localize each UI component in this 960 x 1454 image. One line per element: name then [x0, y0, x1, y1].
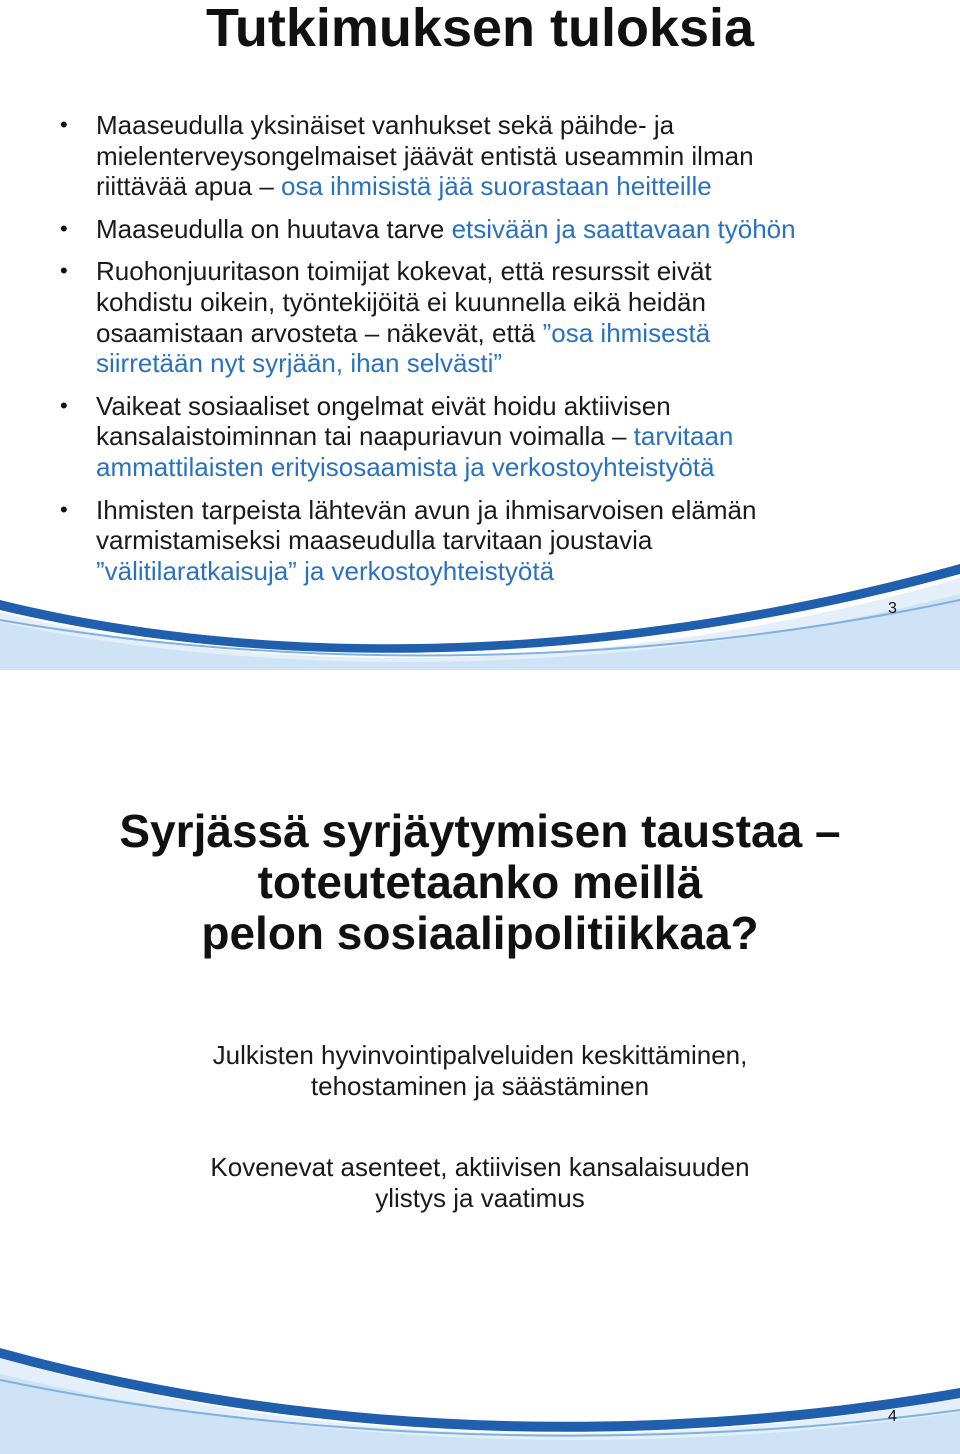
highlighted-text: etsivään ja saattavaan työhön	[451, 213, 796, 244]
paragraph	[0, 1152, 960, 1214]
paragraph-line: Kovenevat asenteet, aktiivisen kansalaisuuden	[210, 1152, 750, 1182]
bullet-line	[96, 452, 920, 483]
title-line: Syrjässä syrjäytymisen taustaa –	[119, 805, 841, 857]
highlighted-text: ”osa ihmisestä	[542, 317, 711, 348]
bullet-text: varmistamiseksi maaseudulla tarvitaan joustavia	[96, 525, 653, 556]
paragraph-line: Julkisten hyvinvointipalveluiden keskittäminen,	[212, 1040, 748, 1070]
bullet-text: kansalaistoiminnan tai naapuriavun voimalla –	[96, 421, 634, 452]
bullet-list	[60, 110, 920, 598]
bullet-line	[96, 421, 920, 452]
slide-title	[0, 806, 960, 959]
bullet-text: mielenterveysongelmaiset jäävät entistä useammin ilman	[96, 140, 754, 171]
bullet-line	[96, 318, 920, 349]
bullet-line	[96, 525, 920, 556]
bullet-text: Ruohonjuuritason toimijat kokevat, että resurssit eivät	[96, 256, 712, 287]
bullet-line	[96, 141, 920, 172]
bullet-line	[96, 287, 920, 318]
highlighted-text: ammattilaisten erityisosaamista ja verkostoyhteistyötä	[96, 451, 715, 482]
slide-title: Tutkimuksen tuloksia	[205, 0, 755, 58]
bullet-text: Maaseudulla yksinäiset vanhukset sekä päihde- ja	[96, 110, 675, 140]
bullet-item	[60, 391, 920, 483]
page-number: 4	[888, 1408, 897, 1425]
bullet-line	[96, 171, 920, 202]
title-line: pelon sosiaalipolitiikkaa?	[201, 907, 759, 959]
paragraph	[0, 1040, 960, 1102]
bullet-item	[60, 256, 920, 378]
bullet-line	[96, 348, 920, 379]
paragraph-line: tehostaminen ja säästäminen	[310, 1071, 650, 1101]
highlighted-text: tarvitaan	[633, 421, 734, 452]
bullet-line	[96, 495, 920, 526]
highlighted-text: ”välitilaratkaisuja” ja verkostoyhteistyötä	[96, 555, 555, 586]
highlighted-text: siirretään nyt syrjään, ihan selvästi”	[96, 348, 503, 379]
title-line: toteutetaanko meillä	[257, 856, 703, 908]
bullet-line	[96, 391, 920, 422]
paragraph-line: ylistys ja vaatimus	[375, 1183, 585, 1213]
highlighted-text: osa ihmisistä jää suorastaan heitteille	[281, 171, 712, 202]
bullet-line	[96, 110, 920, 141]
bullet-text: Vaikeat sosiaaliset ongelmat eivät hoidu aktiivisen	[96, 390, 671, 421]
bullet-text: Maaseudulla on huutava tarve	[96, 213, 452, 244]
slide-3	[0, 0, 960, 670]
bullet-text: osaamistaan arvosteta – näkevät, että	[96, 317, 543, 348]
bullet-text: Ihmisten tarpeista lähtevän avun ja ihmisarvoisen elämän	[96, 494, 757, 525]
slide-4	[0, 718, 960, 1454]
bullet-item	[60, 214, 920, 245]
decorative-wave	[0, 560, 960, 670]
bullet-item	[60, 110, 920, 202]
bullet-text: kohdistu oikein, työntekijöitä ei kuunnella eikä heidän	[96, 286, 706, 317]
bullet-line	[96, 256, 920, 287]
decorative-wave	[0, 1340, 960, 1454]
bullet-text: riittävää apua –	[96, 171, 282, 202]
page-number: 3	[888, 600, 897, 617]
bullet-line	[96, 214, 920, 245]
